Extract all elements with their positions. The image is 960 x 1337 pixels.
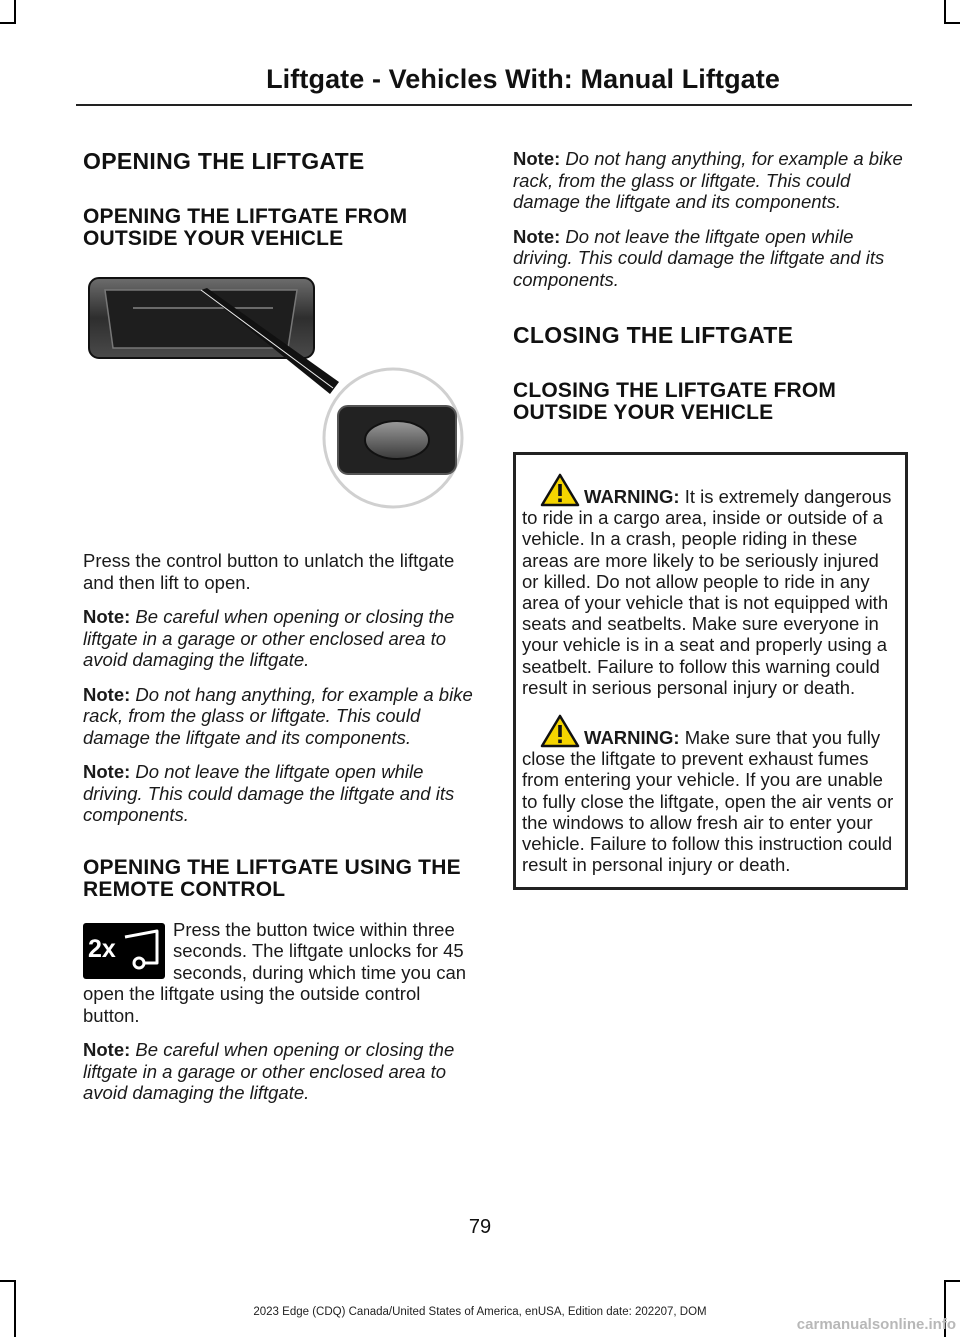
heading-opening-from-outside: OPENING THE LIFTGATE FROM OUTSIDE YOUR VEHICLE bbox=[83, 205, 408, 250]
heading-closing-liftgate: CLOSING THE LIFTGATE bbox=[513, 322, 794, 348]
note-item bbox=[83, 606, 478, 671]
note-text: Do not hang anything, for example a bike rack, from the glass or liftgate. This could damage the liftgate and its components. bbox=[83, 683, 473, 748]
note-text: Be careful when opening or closing the liftgate in a garage or other enclosed area to avoid damaging the liftgate. bbox=[83, 606, 455, 670]
crop-mark bbox=[944, 22, 960, 24]
heading-opening-liftgate: OPENING THE LIFTGATE bbox=[83, 148, 365, 174]
note-text: Do not leave the liftgate open while driving. This could damage the liftgate and its components. bbox=[83, 761, 455, 825]
warning-triangle-icon bbox=[540, 714, 580, 748]
liftgate-icon bbox=[83, 923, 165, 979]
note-text: Do not hang anything, for example a bike rack, from the glass or liftgate. This could damage the liftgate and its components. bbox=[513, 148, 903, 212]
page-number: 79 bbox=[468, 1216, 492, 1238]
warning-text: It is extremely dangerous to ride in a cargo area, inside or outside of a vehicle. In a crash, people riding in these areas are more likely to be seriously injured or killed. Do not allow people to ride in any area of your vehicle that is not equipped with seats and seatbelts. Make sure everyone in your vehicle is in a seat and properly using a seatbelt. Failure to follow this warning could result in serious personal injury or death. bbox=[522, 486, 892, 698]
note-item bbox=[513, 226, 908, 291]
page-header-title: Liftgate - Vehicles With: Manual Liftgate bbox=[266, 64, 780, 94]
crop-mark bbox=[944, 0, 946, 22]
watermark: carmanualsonline.info bbox=[796, 1316, 956, 1333]
note-item bbox=[83, 761, 478, 826]
note-label: Note: bbox=[513, 148, 561, 169]
right-column bbox=[513, 148, 908, 890]
warning-label: WARNING: bbox=[584, 727, 680, 749]
warning-triangle-icon bbox=[540, 473, 580, 507]
footer-edition: 2023 Edge (CDQ) Canada/United States of America, enUSA, Edition date: 202207, DOM bbox=[253, 1306, 707, 1318]
warning-box bbox=[513, 452, 908, 890]
warning-item bbox=[522, 473, 899, 698]
crop-mark bbox=[0, 1280, 16, 1282]
note-item bbox=[83, 684, 478, 749]
warning-item bbox=[522, 714, 899, 875]
header-divider bbox=[76, 104, 912, 106]
crop-mark bbox=[0, 22, 16, 24]
remote-liftgate-icon bbox=[83, 923, 165, 979]
liftgate-button-illustration bbox=[83, 264, 478, 536]
crop-mark bbox=[14, 0, 16, 22]
remote-instruction bbox=[83, 919, 478, 1027]
heading-closing-from-outside: CLOSING THE LIFTGATE FROM OUTSIDE YOUR VEHICLE bbox=[513, 379, 837, 424]
note-label: Note: bbox=[513, 225, 561, 247]
remote-text: Press the button twice within three seconds. The liftgate unlocks for 45 seconds, during which time you can open the liftgate using the outside control button. bbox=[83, 918, 467, 1026]
liftgate-handle-image bbox=[83, 264, 478, 536]
remote-icon-label: 2x bbox=[88, 934, 116, 963]
press-control-text: Press the control button to unlatch the liftgate and then lift to open. bbox=[83, 550, 455, 593]
left-column bbox=[83, 148, 478, 1104]
note-text: Be careful when opening or closing the liftgate in a garage or other enclosed area to avoid damaging the liftgate. bbox=[83, 1039, 455, 1103]
crop-mark bbox=[944, 1280, 960, 1282]
warning-text: Make sure that you fully close the liftgate to prevent exhaust fumes from entering your vehicle. If you are unable to fully close the liftgate, open the air vents or the windows to allow fresh air to enter your vehicle. Failure to follow this instruction could result in personal injury or death. bbox=[522, 727, 894, 876]
note-label: Note: bbox=[83, 1039, 131, 1060]
warning-label: WARNING: bbox=[584, 486, 680, 507]
heading-opening-remote: OPENING THE LIFTGATE USING THE REMOTE CONTROL bbox=[83, 855, 461, 901]
note-text: Do not leave the liftgate open while driving. This could damage the liftgate and its components. bbox=[513, 225, 885, 290]
note-item bbox=[83, 1039, 478, 1104]
note-label: Note: bbox=[83, 761, 131, 782]
note-item bbox=[513, 148, 908, 213]
note-label: Note: bbox=[83, 606, 131, 627]
note-label: Note: bbox=[83, 683, 131, 705]
